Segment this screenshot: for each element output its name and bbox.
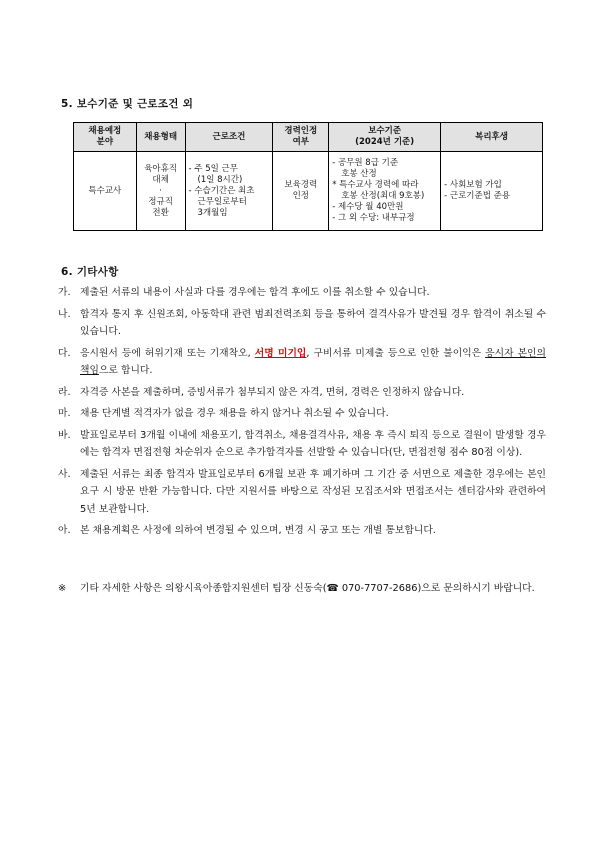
underline-responsibility: 응시자 본인의 책임 xyxy=(80,347,546,376)
reference-mark-icon: ※ xyxy=(58,583,67,594)
other-items-list xyxy=(58,284,546,544)
cell-conditions: - 주 5일 근무 (1일 8시간) - 수습기간은 최초 근무일로부터 3개월임 xyxy=(185,152,273,231)
cell-pay: - 공무원 8급 기준 호봉 산정 * 특수교사 경력에 따라 호봉 산정(최대 9호봉) - 제수당 월 40만원 - 그 외 수당: 내부규정 xyxy=(329,152,441,231)
table-header-row xyxy=(74,123,543,152)
list-item: 바. 발표일로부터 3개월 이내에 채용포기, 합격취소, 채용결격사유, 채용 후 즉시 퇴직 등으로 결원이 발생할 경우에는 합격자 면접전형 차순위자 순으로 추가합격자를 선발할 수 있습니다(단, 면접전형 점수 80점 이상). xyxy=(58,429,546,458)
highlight-signature-missing: 서명 미기입 xyxy=(254,347,307,359)
contact-note xyxy=(58,580,546,598)
list-item: 마. 채용 단계별 적격자가 없을 경우 채용을 하지 않거나 취소될 수 있습니다. xyxy=(58,408,389,419)
list-item: 아. 본 채용계획은 사정에 의하여 변경될 수 있으며, 변경 시 공고 또는 개별 통보합니다. xyxy=(58,525,436,536)
header-conditions: 근로조건 xyxy=(185,123,273,152)
working-conditions-table xyxy=(73,122,543,231)
section5-title: 5. 보수기준 및 근로조건 외 xyxy=(61,98,194,110)
header-type: 채용예정 분야 xyxy=(74,123,137,152)
section6-title: 6. 기타사항 xyxy=(61,266,119,278)
header-career: 경력인정 여부 xyxy=(273,123,329,152)
cell-career: 보육경력 인정 xyxy=(273,152,329,231)
list-item: 사. 제출된 서류는 최종 합격자 발표일로부터 6개월 보관 후 폐기하며 그 기간 중 서면으로 제출한 경우에는 본인 요구 시 방문 반환 가능합니다. 다만 지원서를 바탕으로 작성된 모집조서와 면접조서는 센터감사와 관련하여 5년 보관합니다. xyxy=(58,468,546,515)
list-item: 가. 제출된 서류의 내용이 사실과 다를 경우에는 합격 후에도 이를 취소할 수 있습니다. xyxy=(58,287,430,298)
list-item: 다. 응시원서 등에 허위기재 또는 기재착오, 서명 미기입, 구비서류 미제출 등으로 인한 불이익은 응시자 본인의 책임으로 합니다. xyxy=(58,347,546,376)
cell-welfare: - 사회보험 가입 - 근로기준법 준용 xyxy=(441,152,543,231)
cell-form: 육아휴직 대체 · 정규직 전환 xyxy=(136,152,185,231)
header-welfare: 복리후생 xyxy=(441,123,543,152)
header-form: 채용형태 xyxy=(136,123,185,152)
list-item: 나. 합격자 통지 후 신원조회, 아동학대 관련 범죄전력조회 등을 통하여 결격사유가 발견될 경우 합격이 취소될 수 있습니다. xyxy=(58,308,546,337)
list-item: 라. 자격증 사본을 제출하며, 증빙서류가 첨부되지 않은 자격, 면허, 경력은 인정하지 않습니다. xyxy=(58,386,465,398)
cell-type: 특수교사 xyxy=(74,152,137,231)
table-row xyxy=(74,152,543,231)
header-pay: 보수기준 (2024년 기준) xyxy=(329,123,441,152)
contact-note-text: 기타 자세한 사항은 의왕시육아종합지원센터 팀장 신동숙(☎ 070-7707-2686)으로 문의하시기 바랍니다. xyxy=(80,583,535,594)
